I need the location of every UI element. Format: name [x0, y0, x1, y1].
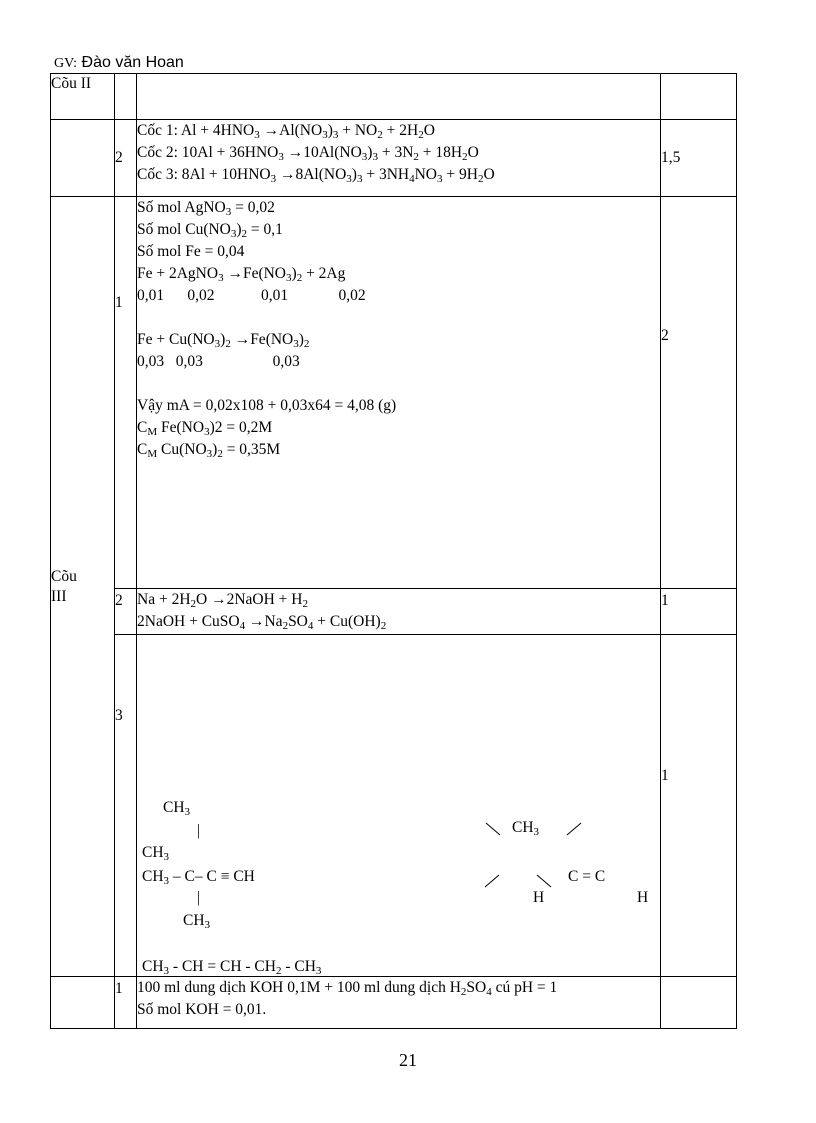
equation-line: Cốc 2: $10Al + 36HNO_3 \to 10Al(NO_3)_3 + 3N_2 + 18H_2O$	[137, 144, 479, 163]
struct2-ch3: $CH_3$	[512, 819, 540, 838]
solution-line: $Fe + Cu(NO_3)_2 \to Fe(NO_3)_2$	[137, 331, 310, 350]
solution-line: Số mol Fe = 0,04	[137, 243, 245, 260]
pentene-formula: $CH_3$ - CH = CH - $CH_2 - CH_3$	[142, 958, 322, 977]
score: 1	[661, 635, 737, 977]
equation-line: Cốc 1: $Al + 4HNO_3 \to Al(NO_3)_3 + NO_2 + 2H_2O$	[137, 122, 435, 141]
solution-block	[137, 197, 661, 589]
solution-line: Số mol AgNO$_3$ = 0,02	[137, 199, 275, 218]
solution-line: Vậy mA = 0,02x108 + 0,03x64 = 4,08 (g)	[137, 397, 397, 414]
question-number: 2	[115, 589, 137, 635]
struct1-main: $CH_3 - C-$ C ≡ CH	[142, 868, 255, 887]
bond-line: |	[197, 889, 201, 906]
equation-block	[137, 120, 661, 197]
section-label: Cõu III	[51, 197, 115, 977]
solution-line	[137, 373, 660, 395]
struct2-h-left: H	[533, 889, 545, 906]
solution-line: 0,01 0,02 0,01 0,02	[137, 287, 366, 304]
equation-line: Cốc 3: $8Al + 10HNO_3 \to 8Al(NO_3)_3 + 3NH_4NO_3 + 9H_2O$	[137, 166, 495, 185]
solution-line: Số mol $Cu(NO_3)_2 = 0,1$	[137, 221, 283, 240]
structure-drawing	[137, 635, 661, 977]
solution-line: 0,03 0,03 0,03	[137, 353, 300, 370]
struct1-left: $CH_3$	[142, 844, 170, 863]
table-row	[51, 589, 737, 635]
solution-line	[137, 307, 660, 329]
struct2-cc: C = C	[568, 868, 606, 885]
teacher-name: Đào văn Hoan	[81, 54, 184, 71]
struct2-h-right: H	[637, 889, 649, 906]
table-row	[51, 977, 737, 1029]
answer-table	[50, 73, 737, 1029]
table-row	[51, 120, 737, 197]
struct1-top: $CH_3$	[163, 799, 191, 818]
score: 1,5	[661, 120, 737, 197]
score: 2	[661, 197, 737, 589]
question-number: 3	[115, 635, 137, 977]
solution-line: 100 ml dung dịch KOH 0,1M + 100 ml dung dịch $H_2SO_4$ cú pH = 1	[137, 979, 558, 998]
equation-line: $Na + 2H_2O$ →2NaOH + $H_2$	[137, 591, 308, 610]
equation-block	[137, 589, 661, 635]
section-label: Cõu II	[51, 74, 115, 120]
question-number: 1	[115, 977, 137, 1029]
bond-line: |	[197, 822, 201, 839]
page-header	[54, 54, 184, 72]
struct1-bottom: $CH_3$	[183, 912, 211, 931]
solution-line: Fe + 2AgNO$_3$ $\to Fe(NO_3)_2 + 2Ag$	[137, 265, 346, 284]
solution-line: Số mol KOH = 0,01.	[137, 1001, 267, 1018]
table-row	[51, 197, 737, 589]
solution-block	[137, 977, 661, 1029]
solution-line: $C_M$ $Cu(NO_3)_2 = 0,35M$	[137, 441, 281, 460]
score: 1	[661, 589, 737, 635]
question-number: 2	[115, 120, 137, 197]
equation-line: 2NaOH + CuSO$_4$ $\to Na_2SO_4 + Cu(OH)_2$	[137, 613, 387, 632]
question-number: 1	[115, 197, 137, 589]
page-number: 21	[399, 1050, 417, 1070]
solution-line: $C_M$ $Fe(NO_3)2 = 0,2M$	[137, 419, 273, 438]
gv-label: GV:	[54, 56, 78, 71]
table-row	[51, 74, 737, 120]
table-row	[51, 635, 737, 977]
